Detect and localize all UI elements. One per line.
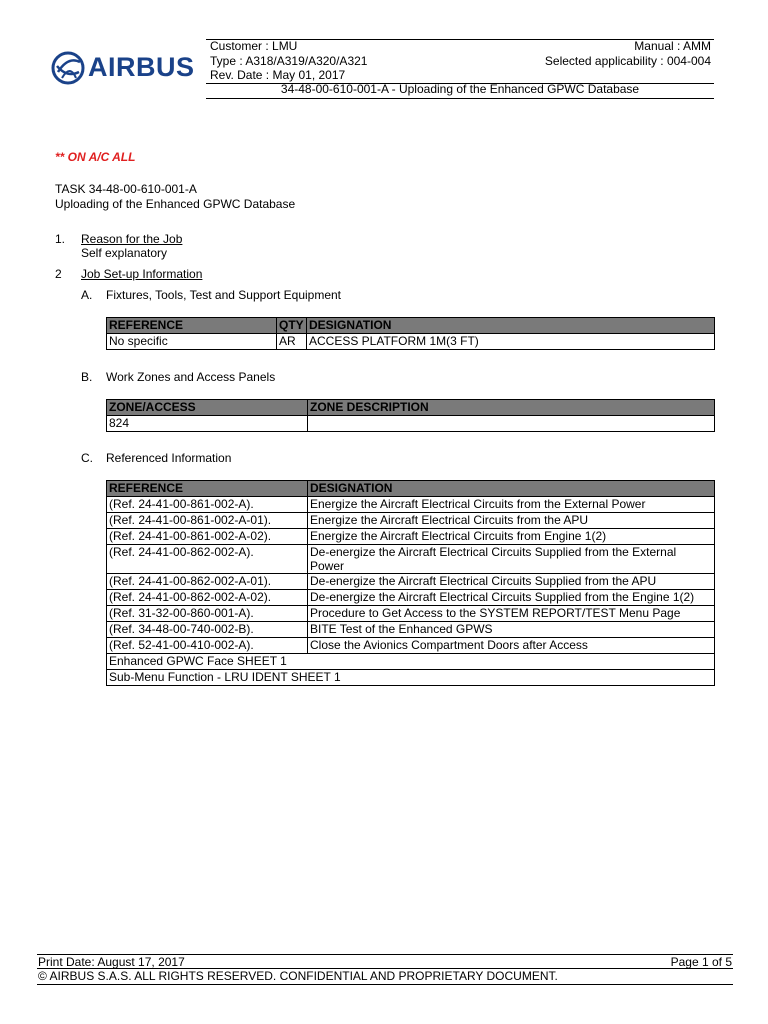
subsection-a-title: Fixtures, Tools, Test and Support Equipment — [106, 288, 342, 302]
section-1-title: Reason for the Job — [81, 232, 183, 246]
table-header-row — [107, 400, 715, 416]
subsection-c-title: Referenced Information — [106, 451, 232, 465]
footer-print-date: Print Date: August 17, 2017 — [38, 955, 185, 969]
col-header-zone-access: ZONE/ACCESS — [107, 400, 308, 416]
header-bottom-rule — [206, 98, 714, 99]
section-2-title: Job Set-up Information — [81, 267, 203, 281]
table-row-full — [107, 654, 715, 670]
equipment-table — [106, 317, 715, 350]
table-row — [107, 574, 715, 590]
header-rev-date: Rev. Date : May 01, 2017 — [210, 68, 346, 82]
task-heading — [55, 182, 295, 212]
table-row — [107, 334, 715, 350]
cell-designation: BITE Test of the Enhanced GPWS — [308, 622, 715, 638]
cell-designation: Energize the Aircraft Electrical Circuits from the APU — [308, 513, 715, 529]
table-row — [107, 638, 715, 654]
footer-bottom-rule — [37, 984, 733, 985]
col-header-reference: REFERENCE — [107, 318, 277, 334]
cell-reference: (Ref. 24-41-00-862-002-A-02). — [107, 590, 308, 606]
subsection-a-number: A. — [81, 288, 93, 302]
cell-reference: No specific — [107, 334, 277, 350]
cell-designation: Procedure to Get Access to the SYSTEM REPORT/TEST Menu Page — [308, 606, 715, 622]
subsection-b-number: B. — [81, 370, 93, 384]
task-title: Uploading of the Enhanced GPWC Database — [55, 197, 296, 211]
cell-reference: (Ref. 24-41-00-861-002-A-02). — [107, 529, 308, 545]
task-number: TASK 34-48-00-610-001-A — [55, 182, 197, 196]
header-manual: Manual : AMM — [634, 39, 711, 53]
col-header-designation: DESIGNATION — [308, 481, 715, 497]
cell-zone-access: 824 — [107, 416, 308, 432]
cell-reference: (Ref. 24-41-00-862-002-A). — [107, 545, 308, 574]
logo-wordmark: AIRBUS — [88, 52, 195, 82]
cell-designation: ACCESS PLATFORM 1M(3 FT) — [307, 334, 715, 350]
cell-figure-reference: Enhanced GPWC Face SHEET 1 — [107, 654, 715, 670]
table-row — [107, 545, 715, 574]
header-type: Type : A318/A319/A320/A321 — [210, 54, 368, 68]
table-row — [107, 590, 715, 606]
airbus-globe-icon — [50, 50, 86, 86]
airbus-logo — [50, 50, 198, 86]
col-header-reference: REFERENCE — [107, 481, 308, 497]
cell-reference: (Ref. 34-48-00-740-002-B). — [107, 622, 308, 638]
table-row — [107, 416, 715, 432]
cell-designation: De-energize the Aircraft Electrical Circuits Supplied from the Engine 1(2) — [308, 590, 715, 606]
cell-designation: Close the Avionics Compartment Doors after Access — [308, 638, 715, 654]
table-row — [107, 606, 715, 622]
section-1-number: 1. — [55, 232, 66, 246]
zones-table — [106, 399, 715, 432]
cell-figure-reference: Sub-Menu Function - LRU IDENT SHEET 1 — [107, 670, 715, 686]
cell-designation: Energize the Aircraft Electrical Circuits from Engine 1(2) — [308, 529, 715, 545]
table-row — [107, 529, 715, 545]
subsection-c-number: C. — [81, 451, 93, 465]
table-row — [107, 497, 715, 513]
cell-designation: De-energize the Aircraft Electrical Circuits Supplied from the External Power — [308, 545, 715, 574]
header-doc-title: 34-48-00-610-001-A - Uploading of the Enhanced GPWC Database — [280, 82, 640, 96]
section-2-number: 2 — [55, 267, 62, 281]
col-header-designation: DESIGNATION — [307, 318, 715, 334]
cell-designation: De-energize the Aircraft Electrical Circuits Supplied from the APU — [308, 574, 715, 590]
footer-page-number: Page 1 of 5 — [670, 955, 732, 969]
header-customer: Customer : LMU — [210, 39, 298, 53]
table-header-row — [107, 318, 715, 334]
col-header-zone-description: ZONE DESCRIPTION — [308, 400, 715, 416]
table-row — [107, 513, 715, 529]
cell-qty: AR — [277, 334, 307, 350]
references-table — [106, 480, 715, 686]
cell-reference: (Ref. 31-32-00-860-001-A). — [107, 606, 308, 622]
table-row — [107, 622, 715, 638]
cell-designation: Energize the Aircraft Electrical Circuits from the External Power — [308, 497, 715, 513]
cell-reference: (Ref. 24-41-00-861-002-A). — [107, 497, 308, 513]
header-applicability: Selected applicability : 004-004 — [544, 54, 711, 68]
cell-reference: (Ref. 24-41-00-861-002-A-01). — [107, 513, 308, 529]
table-row-full — [107, 670, 715, 686]
cell-reference: (Ref. 52-41-00-410-002-A). — [107, 638, 308, 654]
subsection-b-title: Work Zones and Access Panels — [106, 370, 276, 384]
col-header-qty: QTY — [277, 318, 307, 334]
footer-copyright: © AIRBUS S.A.S. ALL RIGHTS RESERVED. CONFIDENTIAL AND PROPRIETARY DOCUMENT. — [38, 969, 558, 983]
cell-reference: (Ref. 24-41-00-862-002-A-01). — [107, 574, 308, 590]
table-header-row — [107, 481, 715, 497]
applicability-note: ** ON A/C ALL — [55, 150, 136, 164]
cell-zone-description — [308, 416, 715, 432]
section-1-text: Self explanatory — [81, 246, 168, 260]
